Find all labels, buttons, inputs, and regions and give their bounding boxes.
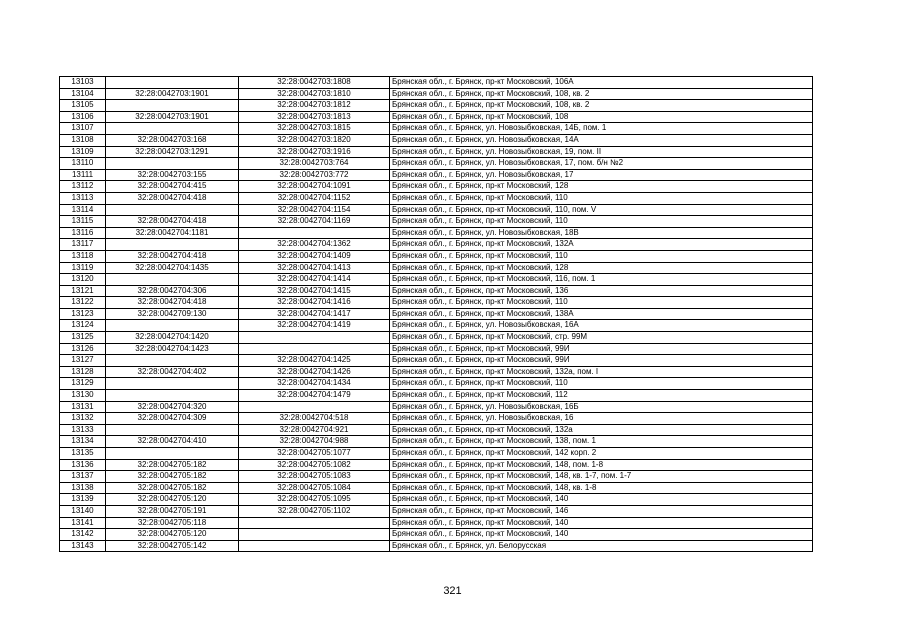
row-number-cell: 13136 <box>60 459 106 471</box>
address-cell: Брянская обл., г. Брянск, ул. Новозыбковская, 14А <box>390 134 813 146</box>
row-number-cell: 13132 <box>60 413 106 425</box>
land-cadastral-number-cell: 32:28:0042704:415 <box>106 181 239 193</box>
row-number-cell: 13130 <box>60 390 106 402</box>
row-number-cell: 13139 <box>60 494 106 506</box>
object-cadastral-number-cell: 32:28:0042704:1415 <box>239 285 390 297</box>
table-row <box>60 77 813 89</box>
address-cell: Брянская обл., г. Брянск, пр-кт Московский, 99И <box>390 355 813 367</box>
object-cadastral-number-cell <box>239 517 390 529</box>
table-row <box>60 505 813 517</box>
object-cadastral-number-cell <box>239 332 390 344</box>
object-cadastral-number-cell: 32:28:0042703:1815 <box>239 123 390 135</box>
row-number-cell: 13103 <box>60 77 106 89</box>
object-cadastral-number-cell: 32:28:0042704:1169 <box>239 216 390 228</box>
address-cell: Брянская обл., г. Брянск, пр-кт Московский, 108, кв. 2 <box>390 100 813 112</box>
table-row <box>60 517 813 529</box>
object-cadastral-number-cell: 32:28:0042705:1082 <box>239 459 390 471</box>
land-cadastral-number-cell: 32:28:0042704:320 <box>106 401 239 413</box>
table-row <box>60 459 813 471</box>
row-number-cell: 13106 <box>60 111 106 123</box>
table-row <box>60 378 813 390</box>
table-row <box>60 308 813 320</box>
table-row <box>60 332 813 344</box>
row-number-cell: 13128 <box>60 366 106 378</box>
land-cadastral-number-cell <box>106 448 239 460</box>
table-row <box>60 146 813 158</box>
address-cell: Брянская обл., г. Брянск, пр-кт Московский, 108 <box>390 111 813 123</box>
address-cell: Брянская обл., г. Брянск, пр-кт Московский, 148, кв. 1-7, пом. 1-7 <box>390 471 813 483</box>
address-cell: Брянская обл., г. Брянск, пр-кт Московский, 132а, пом. I <box>390 366 813 378</box>
row-number-cell: 13138 <box>60 482 106 494</box>
row-number-cell: 13112 <box>60 181 106 193</box>
table-row <box>60 111 813 123</box>
land-cadastral-number-cell: 32:28:0042704:306 <box>106 285 239 297</box>
row-number-cell: 13108 <box>60 134 106 146</box>
table-row <box>60 482 813 494</box>
registry-table-container <box>59 76 813 552</box>
table-row <box>60 192 813 204</box>
row-number-cell: 13104 <box>60 88 106 100</box>
address-cell: Брянская обл., г. Брянск, пр-кт Московский, 138, пом. 1 <box>390 436 813 448</box>
row-number-cell: 13118 <box>60 250 106 262</box>
row-number-cell: 13113 <box>60 192 106 204</box>
address-cell: Брянская обл., г. Брянск, пр-кт Московский, 132а <box>390 424 813 436</box>
address-cell: Брянская обл., г. Брянск, пр-кт Московский, 110 <box>390 250 813 262</box>
address-cell: Брянская обл., г. Брянск, ул. Новозыбковская, 16А <box>390 320 813 332</box>
land-cadastral-number-cell: 32:28:0042704:1181 <box>106 227 239 239</box>
table-row <box>60 297 813 309</box>
address-cell: Брянская обл., г. Брянск, пр-кт Московский, 146 <box>390 505 813 517</box>
object-cadastral-number-cell: 32:28:0042703:1810 <box>239 88 390 100</box>
address-cell: Брянская обл., г. Брянск, пр-кт Московский, 140 <box>390 517 813 529</box>
object-cadastral-number-cell: 32:28:0042704:1434 <box>239 378 390 390</box>
registry-table-body <box>60 77 813 552</box>
table-row <box>60 100 813 112</box>
row-number-cell: 13111 <box>60 169 106 181</box>
row-number-cell: 13137 <box>60 471 106 483</box>
address-cell: Брянская обл., г. Брянск, пр-кт Московский, 99И <box>390 343 813 355</box>
object-cadastral-number-cell: 32:28:0042704:1409 <box>239 250 390 262</box>
land-cadastral-number-cell: 32:28:0042704:418 <box>106 250 239 262</box>
address-cell: Брянская обл., г. Брянск, пр-кт Московский, 108, кв. 2 <box>390 88 813 100</box>
address-cell: Брянская обл., г. Брянск, пр-кт Московский, 148, пом. 1-8 <box>390 459 813 471</box>
table-row <box>60 239 813 251</box>
object-cadastral-number-cell: 32:28:0042704:988 <box>239 436 390 448</box>
object-cadastral-number-cell: 32:28:0042705:1084 <box>239 482 390 494</box>
row-number-cell: 13122 <box>60 297 106 309</box>
object-cadastral-number-cell <box>239 540 390 552</box>
land-cadastral-number-cell <box>106 239 239 251</box>
row-number-cell: 13119 <box>60 262 106 274</box>
address-cell: Брянская обл., г. Брянск, ул. Белорусская <box>390 540 813 552</box>
table-row <box>60 436 813 448</box>
address-cell: Брянская обл., г. Брянск, пр-кт Московский, 128 <box>390 262 813 274</box>
land-cadastral-number-cell <box>106 390 239 402</box>
row-number-cell: 13127 <box>60 355 106 367</box>
row-number-cell: 13116 <box>60 227 106 239</box>
row-number-cell: 13125 <box>60 332 106 344</box>
object-cadastral-number-cell <box>239 529 390 541</box>
object-cadastral-number-cell: 32:28:0042703:1916 <box>239 146 390 158</box>
row-number-cell: 13133 <box>60 424 106 436</box>
table-row <box>60 158 813 170</box>
land-cadastral-number-cell: 32:28:0042704:418 <box>106 297 239 309</box>
address-cell: Брянская обл., г. Брянск, пр-кт Московский, 116, пом. 1 <box>390 274 813 286</box>
row-number-cell: 13120 <box>60 274 106 286</box>
table-row <box>60 540 813 552</box>
land-cadastral-number-cell: 32:28:0042704:418 <box>106 192 239 204</box>
table-row <box>60 134 813 146</box>
row-number-cell: 13107 <box>60 123 106 135</box>
address-cell: Брянская обл., г. Брянск, пр-кт Московский, 132А <box>390 239 813 251</box>
land-cadastral-number-cell <box>106 355 239 367</box>
address-cell: Брянская обл., г. Брянск, пр-кт Московский, 112 <box>390 390 813 402</box>
land-cadastral-number-cell: 32:28:0042703:155 <box>106 169 239 181</box>
land-cadastral-number-cell: 32:28:0042703:1901 <box>106 111 239 123</box>
land-cadastral-number-cell <box>106 320 239 332</box>
land-cadastral-number-cell <box>106 123 239 135</box>
land-cadastral-number-cell: 32:28:0042705:182 <box>106 482 239 494</box>
address-cell: Брянская обл., г. Брянск, пр-кт Московский, 110 <box>390 192 813 204</box>
land-cadastral-number-cell <box>106 100 239 112</box>
object-cadastral-number-cell: 32:28:0042703:1812 <box>239 100 390 112</box>
object-cadastral-number-cell: 32:28:0042705:1077 <box>239 448 390 460</box>
table-row <box>60 227 813 239</box>
object-cadastral-number-cell <box>239 401 390 413</box>
row-number-cell: 13105 <box>60 100 106 112</box>
object-cadastral-number-cell: 32:28:0042704:1426 <box>239 366 390 378</box>
object-cadastral-number-cell: 32:28:0042703:764 <box>239 158 390 170</box>
address-cell: Брянская обл., г. Брянск, пр-кт Московский, 136 <box>390 285 813 297</box>
row-number-cell: 13129 <box>60 378 106 390</box>
land-cadastral-number-cell: 32:28:0042705:118 <box>106 517 239 529</box>
row-number-cell: 13114 <box>60 204 106 216</box>
land-cadastral-number-cell <box>106 274 239 286</box>
table-row <box>60 204 813 216</box>
object-cadastral-number-cell: 32:28:0042703:1808 <box>239 77 390 89</box>
row-number-cell: 13110 <box>60 158 106 170</box>
address-cell: Брянская обл., г. Брянск, пр-кт Московский, 142 корп. 2 <box>390 448 813 460</box>
table-row <box>60 320 813 332</box>
object-cadastral-number-cell: 32:28:0042704:1479 <box>239 390 390 402</box>
table-row <box>60 355 813 367</box>
table-row <box>60 343 813 355</box>
object-cadastral-number-cell: 32:28:0042704:1154 <box>239 204 390 216</box>
land-cadastral-number-cell: 32:28:0042704:418 <box>106 216 239 228</box>
address-cell: Брянская обл., г. Брянск, ул. Новозыбковская, 17 <box>390 169 813 181</box>
land-cadastral-number-cell: 32:28:0042705:191 <box>106 505 239 517</box>
address-cell: Брянская обл., г. Брянск, пр-кт Московский, 140 <box>390 529 813 541</box>
object-cadastral-number-cell: 32:28:0042703:772 <box>239 169 390 181</box>
address-cell: Брянская обл., г. Брянск, пр-кт Московский, 110 <box>390 378 813 390</box>
object-cadastral-number-cell: 32:28:0042704:1425 <box>239 355 390 367</box>
land-cadastral-number-cell: 32:28:0042704:410 <box>106 436 239 448</box>
land-cadastral-number-cell: 32:28:0042704:1423 <box>106 343 239 355</box>
object-cadastral-number-cell: 32:28:0042704:1362 <box>239 239 390 251</box>
land-cadastral-number-cell: 32:28:0042704:1435 <box>106 262 239 274</box>
address-cell: Брянская обл., г. Брянск, пр-кт Московский, 110, пом. V <box>390 204 813 216</box>
land-cadastral-number-cell <box>106 424 239 436</box>
object-cadastral-number-cell: 32:28:0042705:1083 <box>239 471 390 483</box>
land-cadastral-number-cell: 32:28:0042703:168 <box>106 134 239 146</box>
row-number-cell: 13140 <box>60 505 106 517</box>
address-cell: Брянская обл., г. Брянск, пр-кт Московский, 106А <box>390 77 813 89</box>
table-row <box>60 401 813 413</box>
land-cadastral-number-cell <box>106 158 239 170</box>
object-cadastral-number-cell: 32:28:0042704:1413 <box>239 262 390 274</box>
land-cadastral-number-cell: 32:28:0042705:182 <box>106 459 239 471</box>
row-number-cell: 13142 <box>60 529 106 541</box>
table-row <box>60 274 813 286</box>
table-row <box>60 216 813 228</box>
address-cell: Брянская обл., г. Брянск, пр-кт Московский, 140 <box>390 494 813 506</box>
object-cadastral-number-cell: 32:28:0042703:1813 <box>239 111 390 123</box>
address-cell: Брянская обл., г. Брянск, ул. Новозыбковская, 16Б <box>390 401 813 413</box>
address-cell: Брянская обл., г. Брянск, пр-кт Московский, 110 <box>390 297 813 309</box>
table-row <box>60 181 813 193</box>
row-number-cell: 13123 <box>60 308 106 320</box>
land-cadastral-number-cell: 32:28:0042705:120 <box>106 494 239 506</box>
table-row <box>60 123 813 135</box>
row-number-cell: 13126 <box>60 343 106 355</box>
address-cell: Брянская обл., г. Брянск, пр-кт Московский, 148, кв. 1-8 <box>390 482 813 494</box>
table-row <box>60 262 813 274</box>
table-row <box>60 529 813 541</box>
address-cell: Брянская обл., г. Брянск, ул. Новозыбковская, 16 <box>390 413 813 425</box>
registry-table <box>59 76 813 552</box>
object-cadastral-number-cell: 32:28:0042704:1419 <box>239 320 390 332</box>
object-cadastral-number-cell: 32:28:0042704:1091 <box>239 181 390 193</box>
land-cadastral-number-cell: 32:28:0042705:120 <box>106 529 239 541</box>
row-number-cell: 13115 <box>60 216 106 228</box>
row-number-cell: 13143 <box>60 540 106 552</box>
address-cell: Брянская обл., г. Брянск, пр-кт Московский, 110 <box>390 216 813 228</box>
address-cell: Брянская обл., г. Брянск, пр-кт Московский, 128 <box>390 181 813 193</box>
table-row <box>60 366 813 378</box>
row-number-cell: 13117 <box>60 239 106 251</box>
land-cadastral-number-cell: 32:28:0042705:142 <box>106 540 239 552</box>
object-cadastral-number-cell: 32:28:0042704:518 <box>239 413 390 425</box>
land-cadastral-number-cell <box>106 204 239 216</box>
object-cadastral-number-cell: 32:28:0042704:1416 <box>239 297 390 309</box>
address-cell: Брянская обл., г. Брянск, ул. Новозыбковская, 19, пом. II <box>390 146 813 158</box>
address-cell: Брянская обл., г. Брянск, пр-кт Московский, 138А <box>390 308 813 320</box>
land-cadastral-number-cell: 32:28:0042709:130 <box>106 308 239 320</box>
row-number-cell: 13109 <box>60 146 106 158</box>
object-cadastral-number-cell: 32:28:0042703:1820 <box>239 134 390 146</box>
object-cadastral-number-cell <box>239 343 390 355</box>
row-number-cell: 13134 <box>60 436 106 448</box>
page-number: 321 <box>443 585 462 597</box>
land-cadastral-number-cell: 32:28:0042703:1901 <box>106 88 239 100</box>
row-number-cell: 13135 <box>60 448 106 460</box>
land-cadastral-number-cell: 32:28:0042704:309 <box>106 413 239 425</box>
land-cadastral-number-cell: 32:28:0042704:1420 <box>106 332 239 344</box>
row-number-cell: 13124 <box>60 320 106 332</box>
address-cell: Брянская обл., г. Брянск, ул. Новозыбковская, 18В <box>390 227 813 239</box>
table-row <box>60 250 813 262</box>
object-cadastral-number-cell: 32:28:0042705:1102 <box>239 505 390 517</box>
address-cell: Брянская обл., г. Брянск, пр-кт Московский, стр. 99М <box>390 332 813 344</box>
table-row <box>60 471 813 483</box>
object-cadastral-number-cell <box>239 227 390 239</box>
land-cadastral-number-cell: 32:28:0042705:182 <box>106 471 239 483</box>
table-row <box>60 413 813 425</box>
table-row <box>60 424 813 436</box>
address-cell: Брянская обл., г. Брянск, ул. Новозыбковская, 14Б, пом. 1 <box>390 123 813 135</box>
object-cadastral-number-cell: 32:28:0042704:1152 <box>239 192 390 204</box>
land-cadastral-number-cell <box>106 378 239 390</box>
land-cadastral-number-cell <box>106 77 239 89</box>
object-cadastral-number-cell: 32:28:0042704:1417 <box>239 308 390 320</box>
land-cadastral-number-cell: 32:28:0042703:1291 <box>106 146 239 158</box>
object-cadastral-number-cell: 32:28:0042704:1414 <box>239 274 390 286</box>
row-number-cell: 13121 <box>60 285 106 297</box>
object-cadastral-number-cell: 32:28:0042705:1095 <box>239 494 390 506</box>
object-cadastral-number-cell: 32:28:0042704:921 <box>239 424 390 436</box>
land-cadastral-number-cell: 32:28:0042704:402 <box>106 366 239 378</box>
table-row <box>60 169 813 181</box>
address-cell: Брянская обл., г. Брянск, ул. Новозыбковская, 17, пом. б/н №2 <box>390 158 813 170</box>
table-row <box>60 448 813 460</box>
table-row <box>60 285 813 297</box>
table-row <box>60 88 813 100</box>
table-row <box>60 390 813 402</box>
table-row <box>60 494 813 506</box>
row-number-cell: 13141 <box>60 517 106 529</box>
row-number-cell: 13131 <box>60 401 106 413</box>
